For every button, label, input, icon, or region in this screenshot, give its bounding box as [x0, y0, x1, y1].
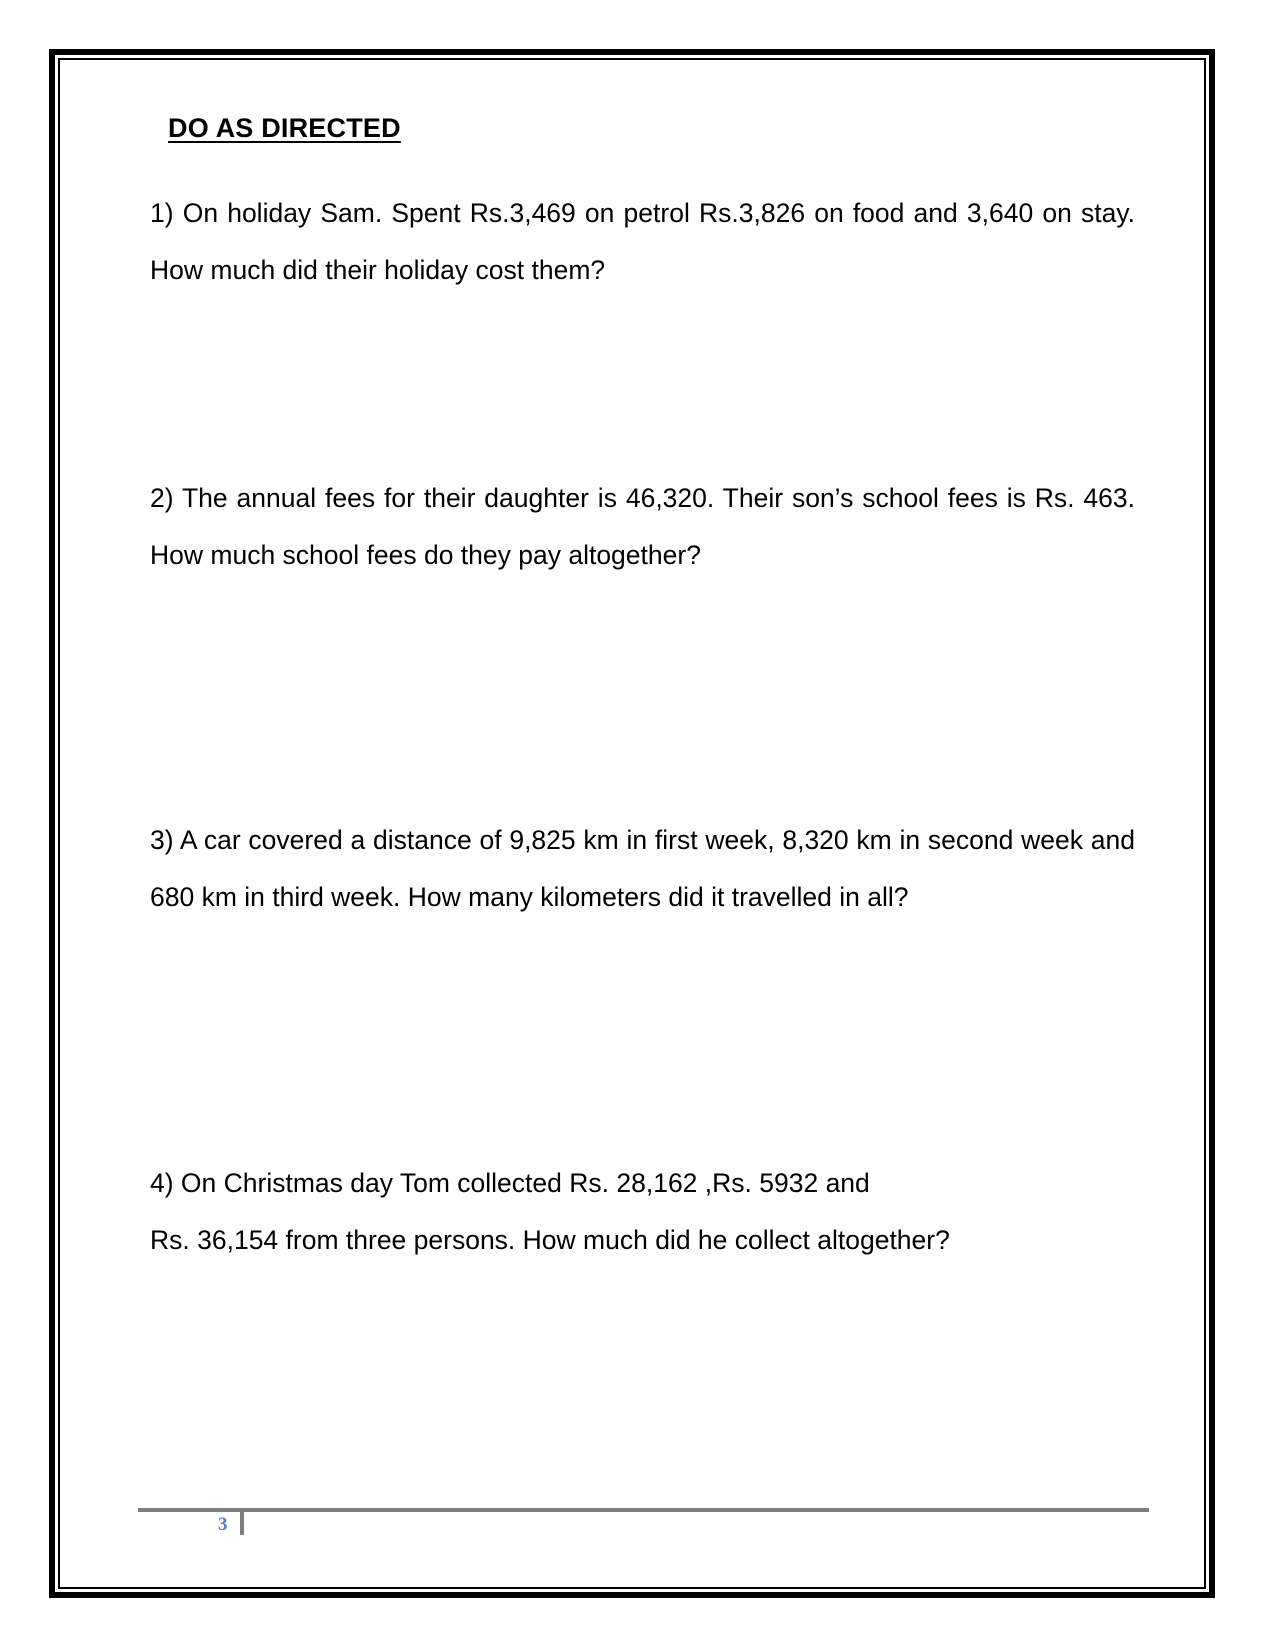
page-number: 3: [218, 1514, 228, 1535]
question-4-line-1: 4) On Christmas day Tom collected Rs. 28,162 ,Rs. 5932 and: [150, 1168, 870, 1198]
question-3: 3) A car covered a distance of 9,825 km in first week, 8,320 km in second week and 680 km in third week. How many kilometers did it travelled in all?: [150, 825, 1135, 912]
question-2: 2) The annual fees for their daughter is 46,320. Their son’s school fees is Rs. 463. How much school fees do they pay altogether?: [150, 483, 1135, 570]
question-1: 1) On holiday Sam. Spent Rs.3,469 on petrol Rs.3,826 on food and 3,640 on stay. How much did their holiday cost them?: [150, 198, 1135, 285]
question-4: [150, 1155, 1135, 1269]
question-4-line-2: Rs. 36,154 from three persons. How much did he collect altogether?: [150, 1225, 950, 1255]
worksheet-heading: DO AS DIRECTED: [168, 113, 401, 143]
page-number-divider: [240, 1510, 244, 1535]
footer-rule: [138, 1508, 1149, 1512]
